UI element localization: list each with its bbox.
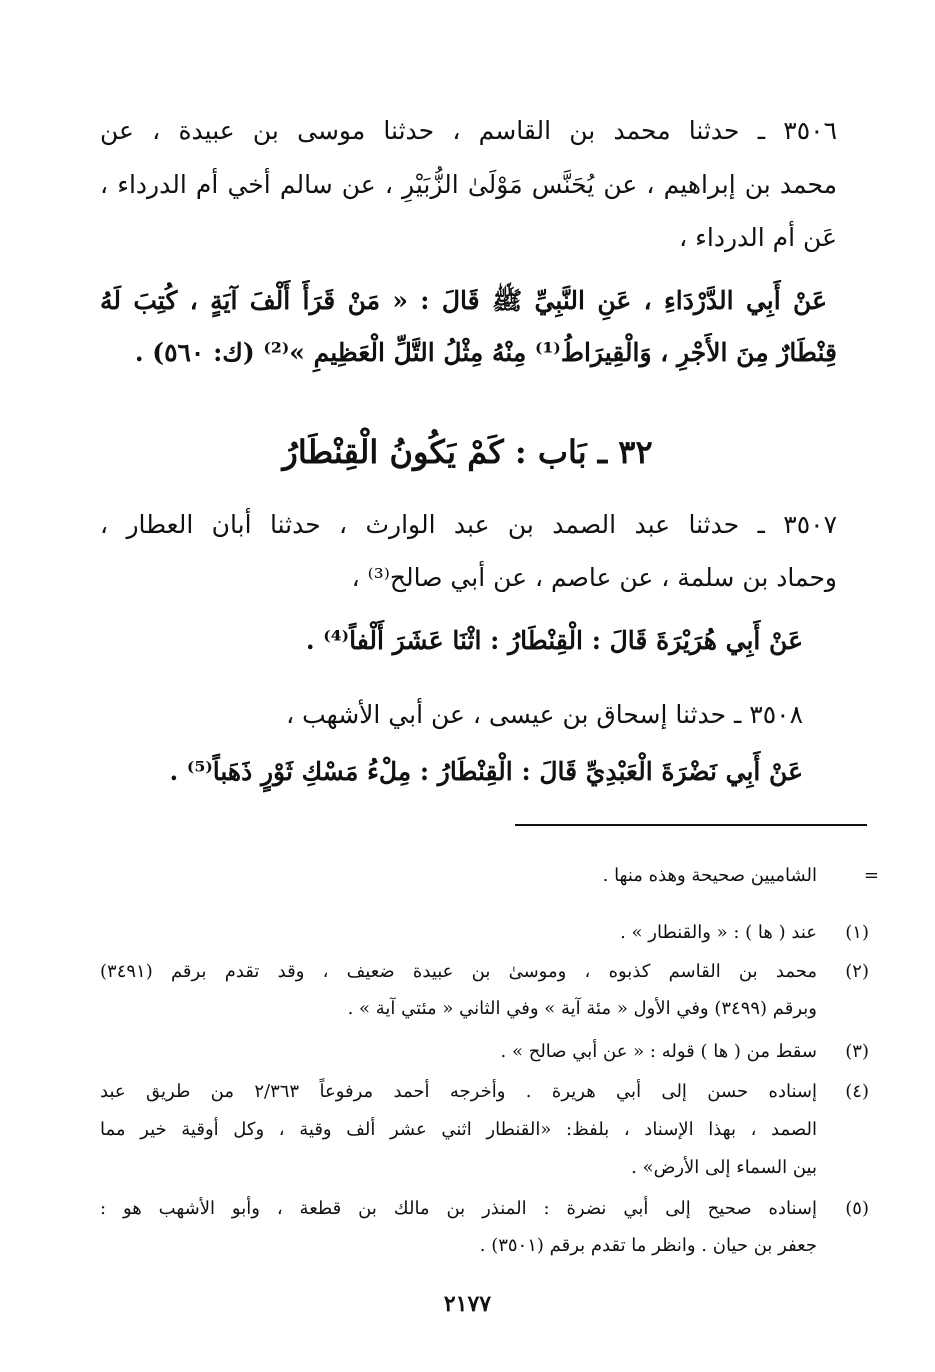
footnote-4-line-1: إسناده حسن إلى أبي هريرة . وأخرجه أحمد مرفوعاً ٢/٣٦٣ من طريق عبد: [100, 1081, 817, 1102]
footnote-continuation-text: الشاميين صحيحة وهذه منها .: [602, 865, 817, 886]
chapter-heading: ٣٢ ـ بَاب : كَمْ يَكُونُ الْقِنْطَارُ: [282, 433, 653, 471]
hadith-3506-line-1: ٣٥٠٦ ـ حدثنا محمد بن القاسم ، حدثنا موسى بن عبيدة ، عن: [100, 116, 837, 145]
footnote-5-line-1: إسناده صحيح إلى أبي نضرة : المنذر بن مالك بن قطعة ، وأبو الأشهب هو :: [100, 1198, 817, 1219]
footnote-4-line-2: الصمد ، بهذا الإسناد ، بلفظ: «القنطار اثني عشر ألف وقية ، وكل أوقية خير مما: [100, 1119, 817, 1140]
hadith-3506-matn-2: قِنْطَارٌ مِنَ الأَجْرِ ، وَالْقِيرَاطُ⁽¹⁾ مِنْهُ مِثْلُ التَّلِّ الْعَظِيمِ »⁽²⁾ (ك: ٥٦٠) .: [134, 338, 837, 367]
footnote-3-line-1: سقط من ( ها ) قوله : « عن أبي صالح » .: [500, 1041, 817, 1062]
page-number: ٢١٧٧: [443, 1291, 492, 1317]
hadith-3506-line-2: محمد بن إبراهيم ، عن يُحَنَّس مَوْلَىٰ الزُّبَيْرِ ، عن سالم أخي أم الدرداء ،: [100, 170, 837, 199]
footnote-2-line-1: محمد بن القاسم كذبوه ، وموسىٰ بن عبيدة ضعيف ، وقد تقدم برقم (٣٤٩١): [100, 961, 817, 982]
footnote-1-line-1: عند ( ها ) : « والقنطار » .: [620, 922, 817, 943]
footnote-continuation-marker: =: [863, 865, 879, 886]
hadith-3508-line-1: ٣٥٠٨ ـ حدثنا إسحاق بن عيسى ، عن أبي الأشهب ،: [286, 700, 803, 729]
hadith-3508-matn: عَنْ أَبِي نَضْرَةَ الْعَبْدِيِّ قَالَ : الْقِنْطَارُ : مِلْءُ مَسْكِ ثَوْرٍ ذَهَباً⁽⁵⁾ .: [169, 757, 803, 786]
hadith-3507-line-1: ٣٥٠٧ ـ حدثنا عبد الصمد بن عبد الوارث ، حدثنا أبان العطار ،: [100, 510, 837, 539]
hadith-3506-line-3: عَن أم الدرداء ،: [679, 223, 837, 252]
footnote-5-line-2: جعفر بن حيان . وانظر ما تقدم برقم (٣٥٠١) .: [479, 1235, 817, 1256]
footnote-2-line-2: وبرقم (٣٤٩٩) وفي الأول « مئة آية » وفي الثاني « مئتي آية » .: [347, 998, 817, 1019]
footnote-3-label: (٣): [845, 1041, 869, 1062]
footnote-2-label: (٢): [845, 961, 869, 982]
hadith-3506-matn-1: عَنْ أَبِي الدَّرْدَاءِ ، عَنِ النَّبِيِّ ﷺ قَالَ : « مَنْ قَرَأَ أَلْفَ آيَةٍ ، كُتِبَ لَهُ: [100, 286, 827, 315]
footnote-1-label: (١): [845, 922, 869, 943]
footnote-separator: [515, 824, 867, 826]
footnote-4-label: (٤): [845, 1081, 869, 1102]
hadith-3507-matn: عَنْ أَبِي هُرَيْرَةَ قَالَ : الْقِنْطَارُ : اثْنَا عَشَرَ أَلْفاً⁽⁴⁾ .: [305, 626, 803, 655]
footnote-5-label: (٥): [845, 1198, 869, 1219]
hadith-3507-line-2: وحماد بن سلمة ، عن عاصم ، عن أبي صالح⁽³⁾ ،: [351, 563, 837, 592]
footnote-4-line-3: بين السماء إلى الأرض» .: [631, 1157, 817, 1178]
